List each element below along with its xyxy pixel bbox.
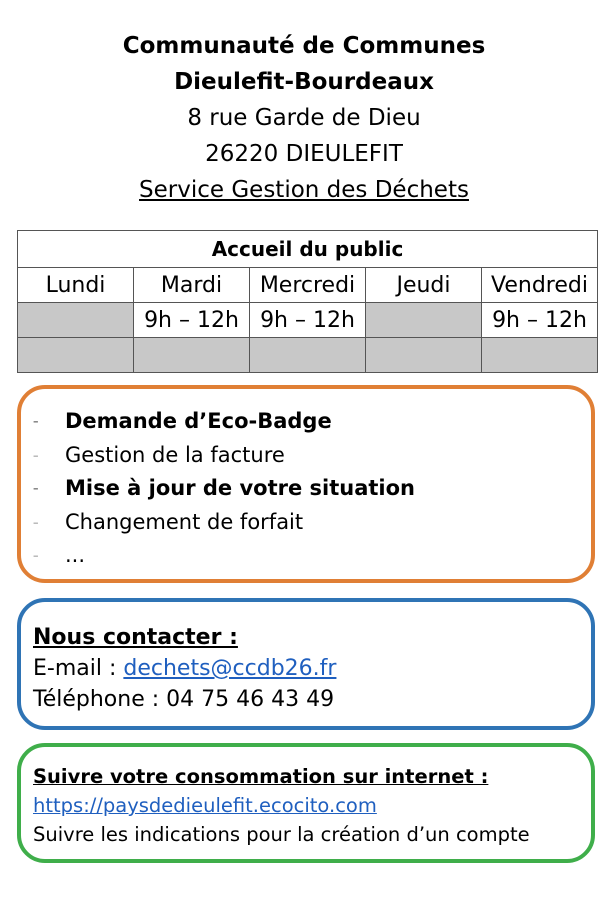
services-box bbox=[17, 385, 595, 583]
contact-heading: Nous contacter : bbox=[33, 625, 238, 650]
hours-wednesday-am: 9h – 12h bbox=[250, 303, 366, 338]
hours-tuesday-pm bbox=[134, 338, 250, 373]
list-item: – Changement de forfait bbox=[33, 506, 415, 540]
hours-wednesday-pm bbox=[250, 338, 366, 373]
list-item: – Demande d’Eco-Badge bbox=[33, 405, 415, 439]
day-wednesday: Mercredi bbox=[250, 268, 366, 303]
morning-row bbox=[18, 303, 598, 338]
hours-monday-am bbox=[18, 303, 134, 338]
day-tuesday: Mardi bbox=[134, 268, 250, 303]
hours-friday-pm bbox=[482, 338, 598, 373]
table-title: Accueil du public bbox=[18, 231, 598, 268]
org-name-line2: Dieulefit-Bourdeaux bbox=[174, 69, 434, 95]
day-friday: Vendredi bbox=[482, 268, 598, 303]
list-item: – Mise à jour de votre situation bbox=[33, 472, 415, 506]
email-label: E-mail : bbox=[33, 656, 124, 681]
org-name-line1: Communauté de Communes bbox=[122, 33, 486, 59]
dash-icon: – bbox=[33, 549, 39, 562]
hours-monday-pm bbox=[18, 338, 134, 373]
email-link[interactable]: dechets@ccdb26.fr bbox=[123, 656, 337, 681]
dash-icon: – bbox=[33, 482, 39, 495]
header bbox=[0, 28, 608, 208]
days-row bbox=[18, 268, 598, 303]
address: 8 rue Garde de Dieu bbox=[187, 105, 421, 131]
contact-box bbox=[17, 598, 595, 730]
hours-thursday-pm bbox=[366, 338, 482, 373]
opening-hours-table bbox=[17, 230, 598, 373]
website-heading: Suivre votre consommation sur internet : bbox=[33, 765, 489, 788]
phone-number: 04 75 46 43 49 bbox=[166, 687, 335, 712]
website-link[interactable]: https://paysdedieulefit.ecocito.com bbox=[33, 794, 377, 817]
dash-icon: – bbox=[33, 415, 39, 428]
phone-label: Téléphone : bbox=[33, 687, 167, 712]
afternoon-row bbox=[18, 338, 598, 373]
dash-icon: – bbox=[33, 448, 39, 462]
day-monday: Lundi bbox=[18, 268, 134, 303]
website-box bbox=[17, 743, 595, 863]
website-instructions: Suivre les indications pour la création d’un compte bbox=[33, 823, 530, 846]
service-name: Service Gestion des Déchets bbox=[139, 177, 469, 203]
hours-thursday-am bbox=[366, 303, 482, 338]
hours-friday-am: 9h – 12h bbox=[482, 303, 598, 338]
list-item: – ... bbox=[33, 539, 415, 573]
list-item: – Gestion de la facture bbox=[33, 439, 415, 473]
city: 26220 DIEULEFIT bbox=[205, 141, 403, 167]
day-thursday: Jeudi bbox=[366, 268, 482, 303]
dash-icon: – bbox=[33, 515, 39, 529]
hours-tuesday-am: 9h – 12h bbox=[134, 303, 250, 338]
services-list bbox=[33, 405, 415, 573]
